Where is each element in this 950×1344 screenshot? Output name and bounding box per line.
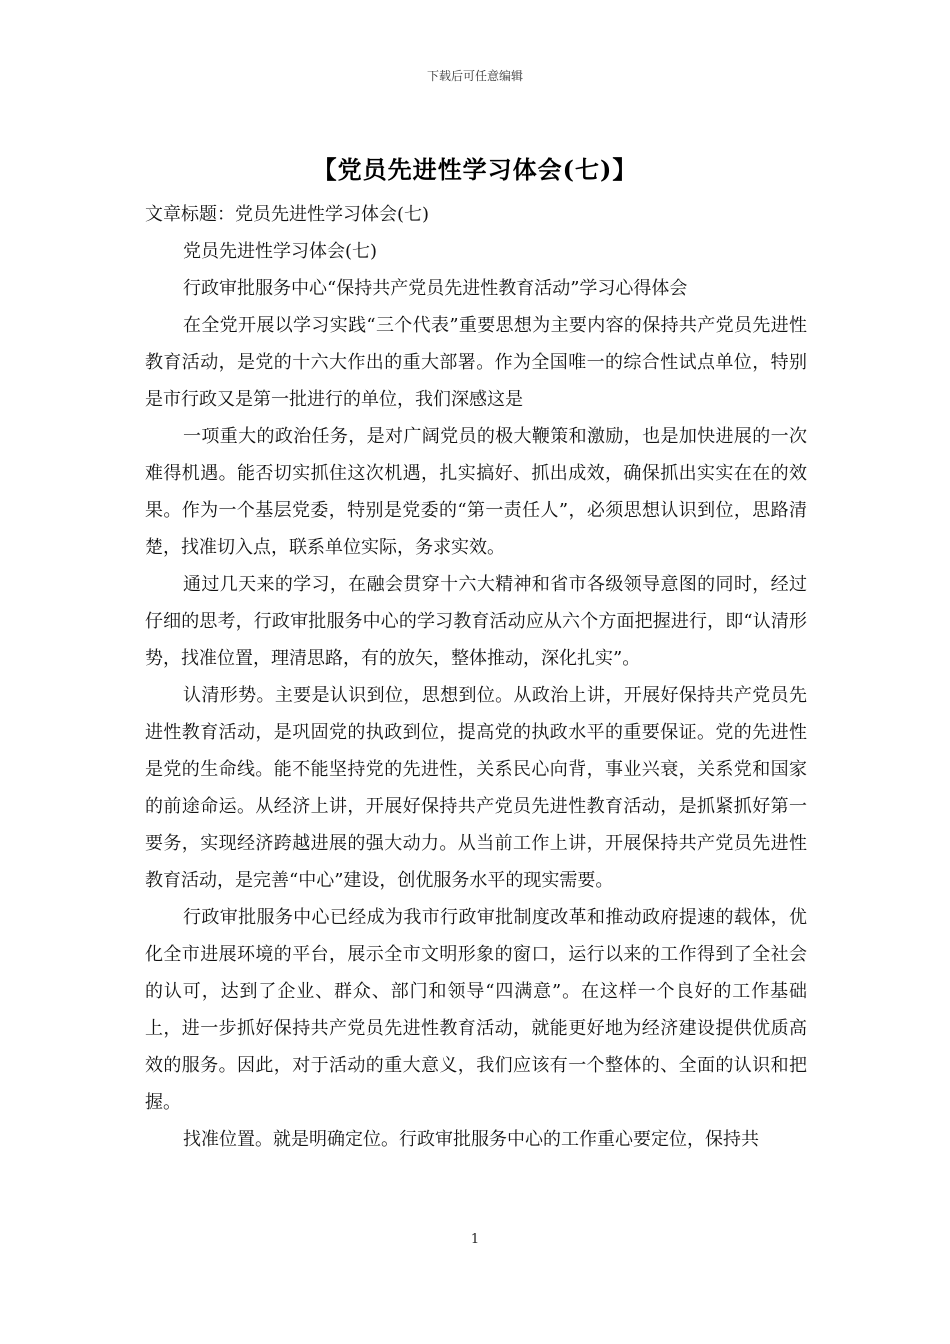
body-paragraph: 认清形势。主要是认识到位，思想到位。从政治上讲，开展好保持共产党员先进性教育活动，是巩固党的执政到位，提高党的执政水平的重要保证。党的先进性是党的生命线。能不能坚持党的先进性，关系民心向背，事业兴衰，关系党和国家的前途命运。从经济上讲，开展好保持共产党员先进性教育活动，是抓紧抓好第一要务，实现经济跨越进展的强大动力。从当前工作上讲，开展保持共产党员先进性教育活动，是完善“中心”建设，创优服务水平的现实需要。: [145, 685, 807, 891]
page-number: 1: [470, 1232, 480, 1247]
document-body: [145, 196, 807, 1158]
body-paragraph: 行政审批服务中心“保持共产党员先进性教育活动”学习心得体会: [183, 278, 688, 299]
body-paragraph: 在全党开展以学习实践“三个代表”重要思想为主要内容的保持共产党员先进性教育活动，是党的十六大作出的重大部署。作为全国唯一的综合性试点单位，特别是市行政又是第一批进行的单位，我们深感这是: [145, 315, 807, 410]
body-paragraph: 找准位置。就是明确定位。行政审批服务中心的工作重心要定位，保持共: [183, 1129, 759, 1150]
body-paragraph: 行政审批服务中心已经成为我市行政审批制度改革和推动政府提速的载体，优化全市进展环境的平台，展示全市文明形象的窗口，运行以来的工作得到了全社会的认可，达到了企业、群众、部门和领导“四满意”。在这样一个良好的工作基础上，进一步抓好保持共产党员先进性教育活动，就能更好地为经济建设提供优质高效的服务。因此，对于活动的重大意义，我们应该有一个整体的、全面的认识和把握。: [145, 907, 807, 1113]
article-title-line: 文章标题：党员先进性学习体会(七): [145, 204, 430, 225]
body-paragraph: 一项重大的政治任务，是对广阔党员的极大鞭策和激励，也是加快进展的一次难得机遇。能否切实抓住这次机遇，扎实搞好、抓出成效，确保抓出实实在在的效果。作为一个基层党委，特别是党委的“第一责任人”，必须思想认识到位，思路清楚，找准切入点，联系单位实际，务求实效。: [145, 426, 807, 558]
body-paragraph: 党员先进性学习体会(七): [183, 241, 378, 262]
document-title: 【党员先进性学习体会(七)】: [312, 155, 638, 184]
body-paragraph: 通过几天来的学习，在融会贯穿十六大精神和省市各级领导意图的同时，经过仔细的思考，行政审批服务中心的学习教育活动应从六个方面把握进行，即“认清形势，找准位置，理清思路，有的放矢，整体推动，深化扎实”。: [145, 574, 807, 669]
page-header-note: 下载后可任意编辑: [426, 69, 523, 83]
